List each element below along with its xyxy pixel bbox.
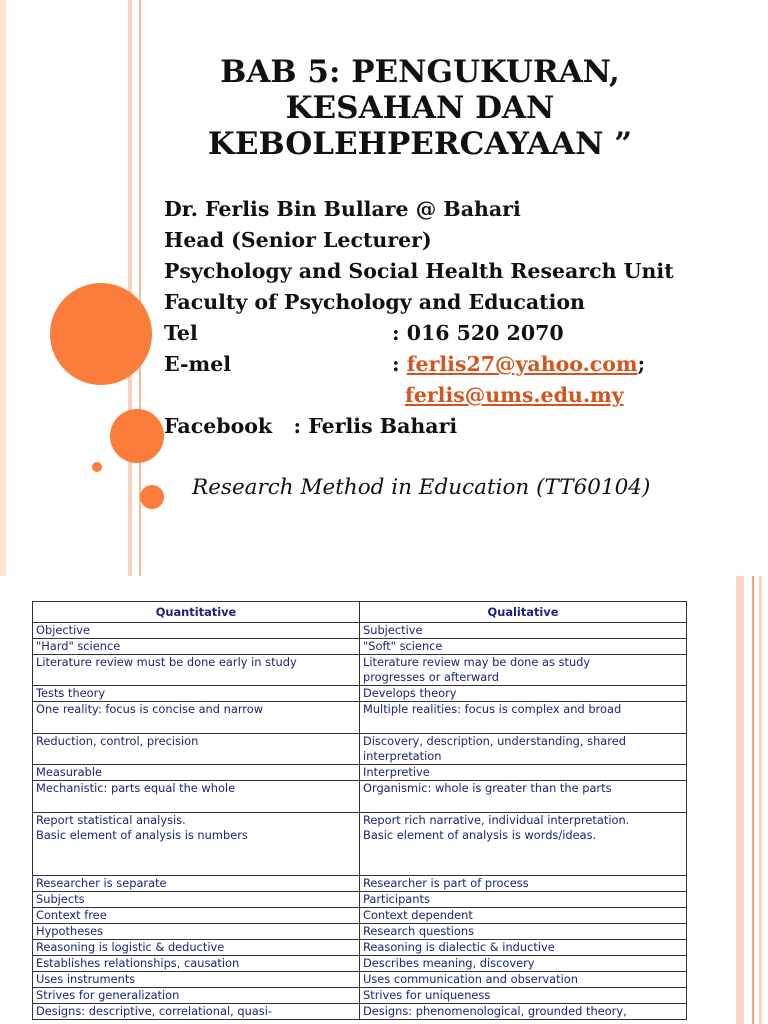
table-row [33,813,687,876]
email-link-2[interactable]: ferlis@ums.edu.my [405,383,624,407]
header-qualitative: Qualitative [360,602,687,623]
qualitative-cell: Researcher is part of process [360,876,687,892]
title-line: BAB 5: PENGUKURAN, [220,54,620,90]
table-row [33,781,687,813]
decor-stripe [0,0,6,576]
quantitative-cell: Reasoning is logistic & deductive [33,940,360,956]
qualitative-cell: Report rich narrative, individual interpretation. Basic element of analysis is words/ideas. [360,813,687,876]
table-row [33,639,687,655]
table-row [33,956,687,972]
quantitative-cell: Mechanistic: parts equal the whole [33,781,360,813]
qualitative-cell: Literature review may be done as study progresses or afterward [360,655,687,686]
quantitative-cell: Report statistical analysis. Basic element of analysis is numbers [33,813,360,876]
comparison-slide [0,576,768,1024]
quantitative-cell: Researcher is separate [33,876,360,892]
qualitative-cell: Organismic: whole is greater than the parts [360,781,687,813]
qualitative-cell: Reasoning is dialectic & inductive [360,940,687,956]
table-row [33,765,687,781]
table-body [33,623,687,1020]
table-row [33,924,687,940]
quantitative-cell: Reduction, control, precision [33,734,360,765]
tel-value: : 016 520 2070 [392,321,564,345]
decor-circle [92,462,102,472]
email-value-2 [405,383,624,407]
email-link-1[interactable]: ferlis27@yahoo.com [406,352,638,376]
decor-stripe [139,0,141,576]
author-position: Head (Senior Lecturer) [164,228,432,252]
qualitative-cell: Context dependent [360,908,687,924]
table-row [33,702,687,734]
table-row [33,972,687,988]
quantitative-cell: Measurable [33,765,360,781]
email-label: E-mel [164,352,232,376]
decor-circle [110,409,164,463]
table-row [33,734,687,765]
decor-stripe [759,576,762,1024]
qualitative-cell: Research questions [360,924,687,940]
decor-circle [50,283,152,385]
email-colon: : [392,352,407,376]
decor-circle [140,485,164,509]
qualitative-cell: Subjective [360,623,687,639]
qualitative-cell: Develops theory [360,686,687,702]
qualitative-cell: Uses communication and observation [360,972,687,988]
table-row [33,940,687,956]
decor-stripe [736,576,744,1024]
table-row [33,1004,687,1020]
qualitative-cell: "Soft" science [360,639,687,655]
table-row [33,892,687,908]
qualitative-cell: Discovery, description, understanding, shared interpretation [360,734,687,765]
quantitative-cell: Designs: descriptive, correlational, quasi- [33,1004,360,1020]
decor-stripe [752,576,754,1024]
table-row [33,876,687,892]
table-row [33,623,687,639]
quantitative-cell: Hypotheses [33,924,360,940]
course-title: Research Method in Education (TT60104) [192,475,651,500]
slide-title [160,54,680,162]
table-row [33,686,687,702]
author-faculty: Faculty of Psychology and Education [164,290,585,314]
tel-label: Tel [164,321,198,345]
qualitative-cell: Participants [360,892,687,908]
qualitative-cell: Designs: phenomenological, grounded theory, [360,1004,687,1020]
author-name: Dr. Ferlis Bin Bullare @ Bahari [164,197,521,221]
quantitative-cell: One reality: focus is concise and narrow [33,702,360,734]
decor-stripe [128,0,132,576]
table-row [33,655,687,686]
quantitative-cell: Subjects [33,892,360,908]
quantitative-cell: "Hard" science [33,639,360,655]
quantitative-cell: Establishes relationships, causation [33,956,360,972]
qualitative-cell: Interpretive [360,765,687,781]
qualitative-cell: Strives for uniqueness [360,988,687,1004]
quantitative-cell: Tests theory [33,686,360,702]
qualitative-cell: Multiple realities: focus is complex and broad [360,702,687,734]
title-line: KEBOLEHPERCAYAAN ” [207,126,633,162]
header-quantitative: Quantitative [33,602,360,623]
quantitative-cell: Uses instruments [33,972,360,988]
email-separator: ; [637,352,646,376]
qualitative-cell: Describes meaning, discovery [360,956,687,972]
table-header-row [33,602,687,623]
quantitative-cell: Objective [33,623,360,639]
comparison-table [32,601,687,1020]
title-line: KESAHAN DAN [285,90,555,126]
author-unit: Psychology and Social Health Research Unit [164,259,674,283]
email-value [392,352,645,376]
quantitative-cell: Context free [33,908,360,924]
table-row [33,908,687,924]
table-row [33,988,687,1004]
quantitative-cell: Literature review must be done early in study [33,655,360,686]
quantitative-cell: Strives for generalization [33,988,360,1004]
facebook-info: Facebook : Ferlis Bahari [164,414,458,438]
